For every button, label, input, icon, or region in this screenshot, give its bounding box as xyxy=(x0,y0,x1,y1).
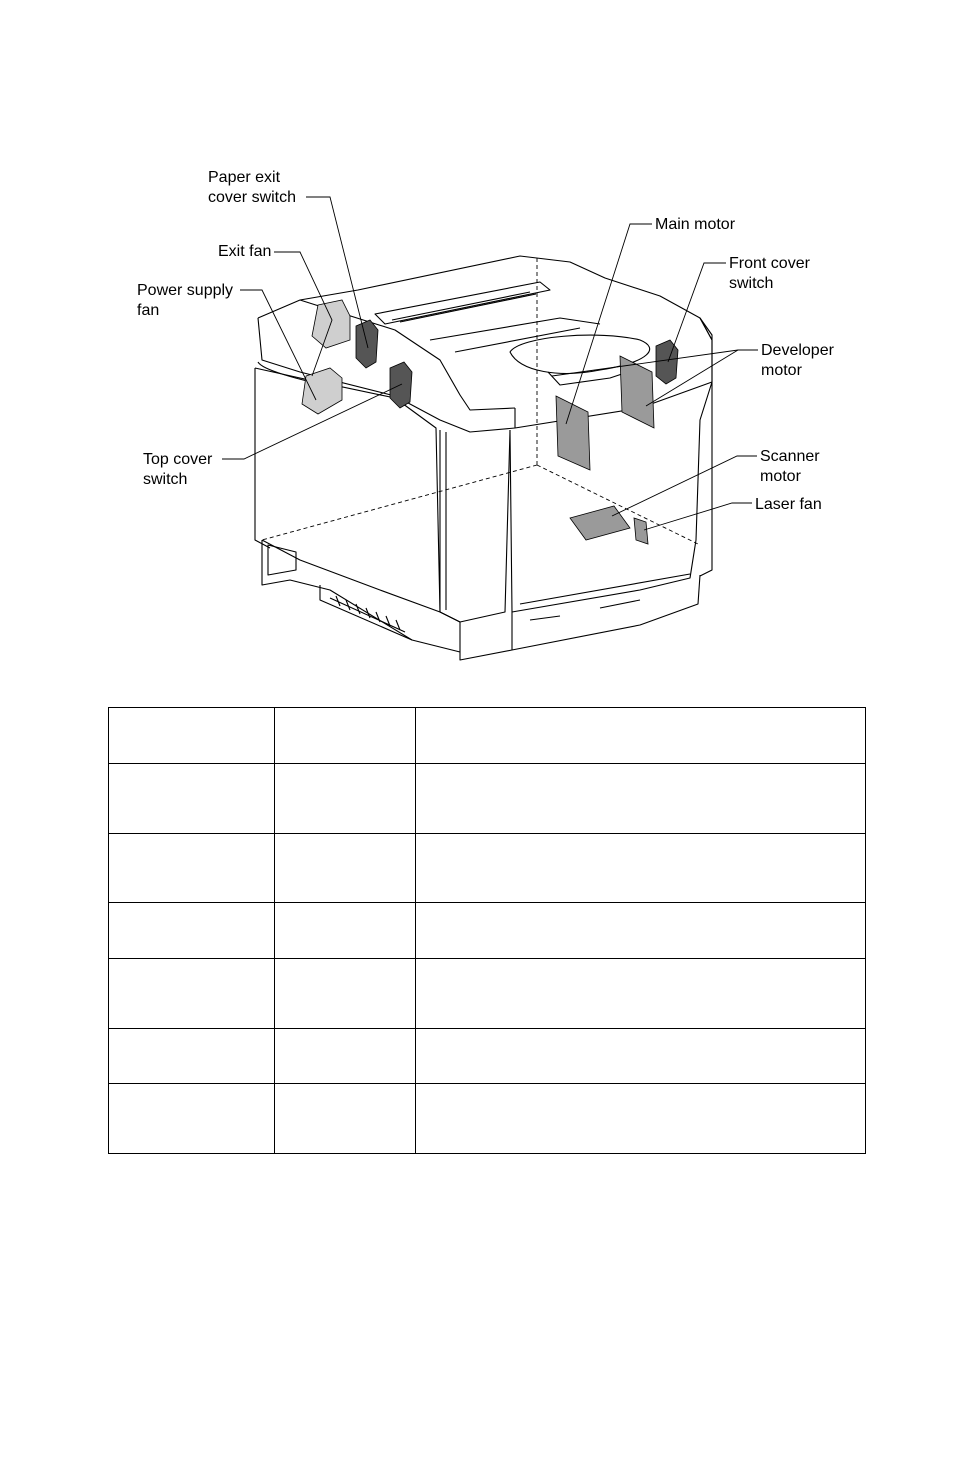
table-cell xyxy=(275,903,416,959)
table-cell xyxy=(109,764,275,834)
table-cell xyxy=(416,834,866,903)
power-supply-fan-shape xyxy=(302,368,342,414)
table-cell xyxy=(416,1084,866,1154)
table-cell xyxy=(109,708,275,764)
main-motor-shape xyxy=(556,396,590,470)
label-exit-fan: Exit fan xyxy=(218,243,272,260)
table-cell xyxy=(109,1029,275,1084)
table-cell xyxy=(416,708,866,764)
table-cell xyxy=(109,1084,275,1154)
table-cell xyxy=(416,1029,866,1084)
label-top-cover-switch: Top cover switch xyxy=(143,451,213,488)
laser-fan-shape xyxy=(634,518,648,544)
leader-developer-motor xyxy=(552,350,758,376)
table-row xyxy=(109,834,866,903)
label-developer-motor: Developer motor xyxy=(761,342,834,379)
table-cell xyxy=(416,959,866,1029)
table-cell xyxy=(109,834,275,903)
table-cell xyxy=(275,1029,416,1084)
table-row xyxy=(109,1029,866,1084)
leader-front-cover-switch xyxy=(668,263,726,362)
leader-laser-fan xyxy=(644,503,752,530)
label-scanner-motor: Scanner motor xyxy=(760,448,820,485)
label-main-motor: Main motor xyxy=(655,216,736,233)
front-cover-switch-shape xyxy=(656,340,678,384)
table-cell xyxy=(109,959,275,1029)
label-laser-fan: Laser fan xyxy=(755,496,822,513)
label-power-supply-fan: Power supply fan xyxy=(137,282,234,319)
scanner-motor-shape xyxy=(570,506,630,540)
label-paper-exit-cover-switch: Paper exit cover switch xyxy=(208,169,297,206)
table-row xyxy=(109,959,866,1029)
table-row xyxy=(109,903,866,959)
developer-motor-shape xyxy=(620,356,654,428)
top-cover-switch-shape xyxy=(390,362,412,408)
table-row xyxy=(109,708,866,764)
table-cell xyxy=(275,834,416,903)
table-cell xyxy=(109,903,275,959)
printer-front-panel xyxy=(440,430,510,622)
table-cell xyxy=(275,764,416,834)
table-cell xyxy=(275,708,416,764)
table-cell xyxy=(275,959,416,1029)
table-cell xyxy=(275,1084,416,1154)
table-cell xyxy=(416,764,866,834)
label-front-cover-switch: Front cover switch xyxy=(729,255,810,292)
table-row xyxy=(109,764,866,834)
table-cell xyxy=(416,903,866,959)
table-row xyxy=(109,1084,866,1154)
leader-scanner-motor xyxy=(612,456,757,516)
parts-table xyxy=(108,707,866,1154)
